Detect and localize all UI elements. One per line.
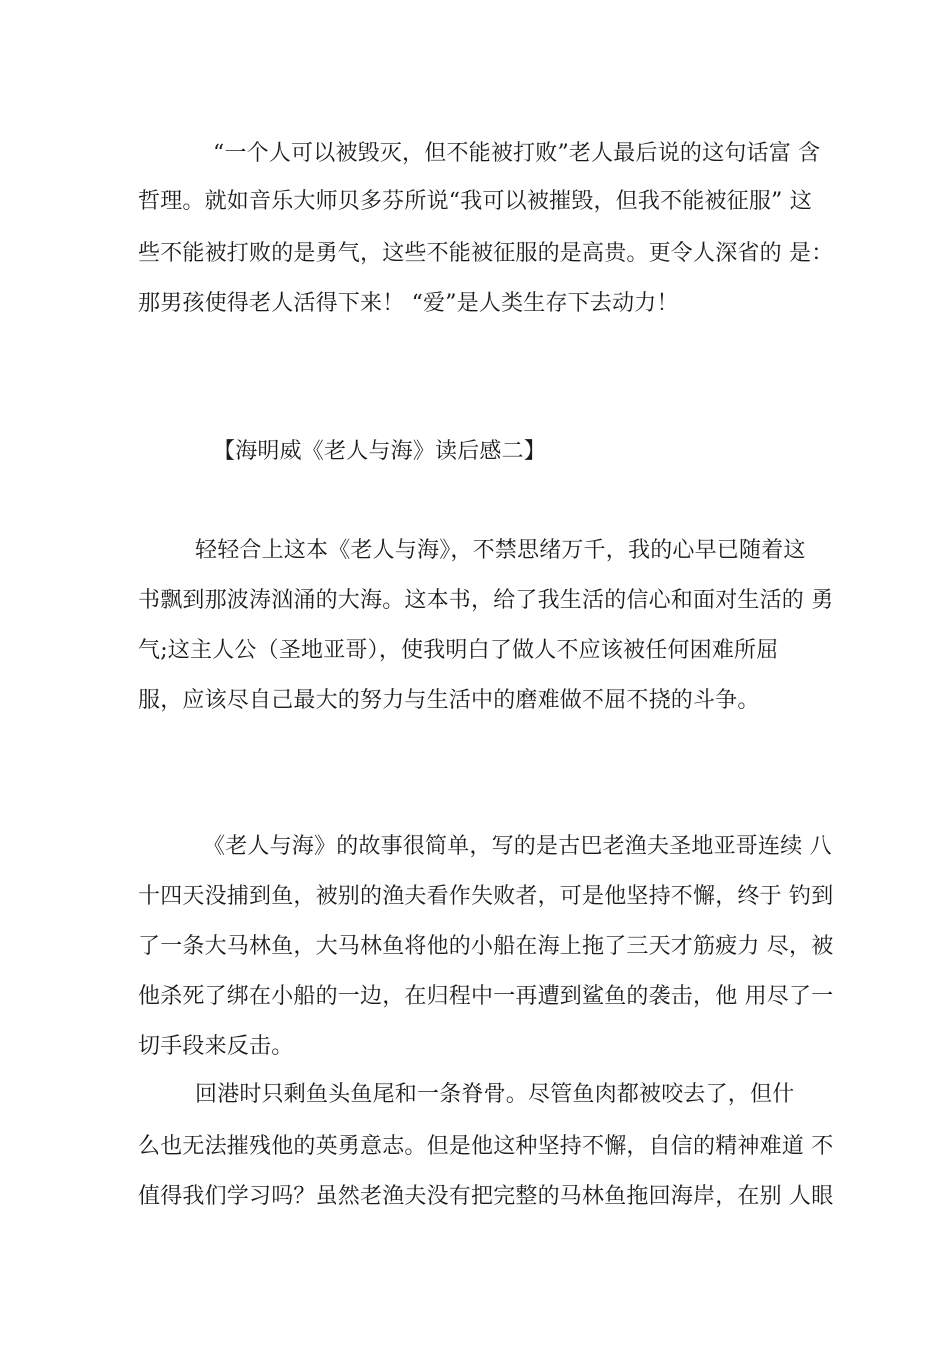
paragraph-3-line-2: 十四天没捕到鱼，被别的渔夫看作失败者，可是他坚持不懈，终于 钓到 <box>138 884 834 909</box>
paragraph-4-line-2: 么也无法摧残他的英勇意志。但是他这种坚持不懈，自信的精神难道 不 <box>138 1134 834 1159</box>
paragraph-4-line-1: 回港时只剩鱼头鱼尾和一条脊骨。尽管鱼肉都被咬去了，但什 <box>195 1082 795 1107</box>
paragraph-2-line-4: 服，应该尽自己最大的努力与生活中的磨难做不屈不挠的斗争。 <box>138 688 760 713</box>
paragraph-2-line-3: 气;这主人公（圣地亚哥），使我明白了做人不应该被任何困难所屈 <box>138 638 779 663</box>
paragraph-1-line-1: “一个人可以被毁灭，但不能被打败”老人最后说的这句话富 含 <box>213 141 821 166</box>
paragraph-3-line-3: 了一条大马林鱼，大马林鱼将他的小船在海上拖了三天才筋疲力 尽，被 <box>138 934 834 959</box>
paragraph-3-line-5: 切手段来反击。 <box>138 1034 294 1059</box>
paragraph-4-line-3: 值得我们学习吗？虽然老渔夫没有把完整的马林鱼拖回海岸，在别 人眼 <box>138 1184 834 1209</box>
paragraph-3-line-4: 他杀死了绑在小船的一边，在归程中一再遭到鲨鱼的袭击，他 用尽了一 <box>138 984 834 1009</box>
paragraph-3-line-1: 《老人与海》的故事很简单，写的是古巴老渔夫圣地亚哥连续 八 <box>203 834 832 859</box>
paragraph-1-line-2: 哲理。就如音乐大师贝多芬所说“我可以被摧毁，但我不能被征服” 这 <box>138 189 812 214</box>
paragraph-2-line-2: 书飘到那波涛汹涌的大海。这本书，给了我生活的信心和面对生活的 勇 <box>138 588 834 613</box>
paragraph-1-line-3: 些不能被打败的是勇气，这些不能被征服的是高贵。更令人深省的 是： <box>138 241 834 266</box>
paragraph-2-line-1: 轻轻合上这本《老人与海》，不禁思绪万千，我的心早已随着这 <box>195 538 806 563</box>
section-heading: 【海明威《老人与海》读后感二】 <box>213 439 547 464</box>
paragraph-1-line-4: 那男孩使得老人活得下来！ “爱”是人类生存下去动力！ <box>138 291 679 316</box>
